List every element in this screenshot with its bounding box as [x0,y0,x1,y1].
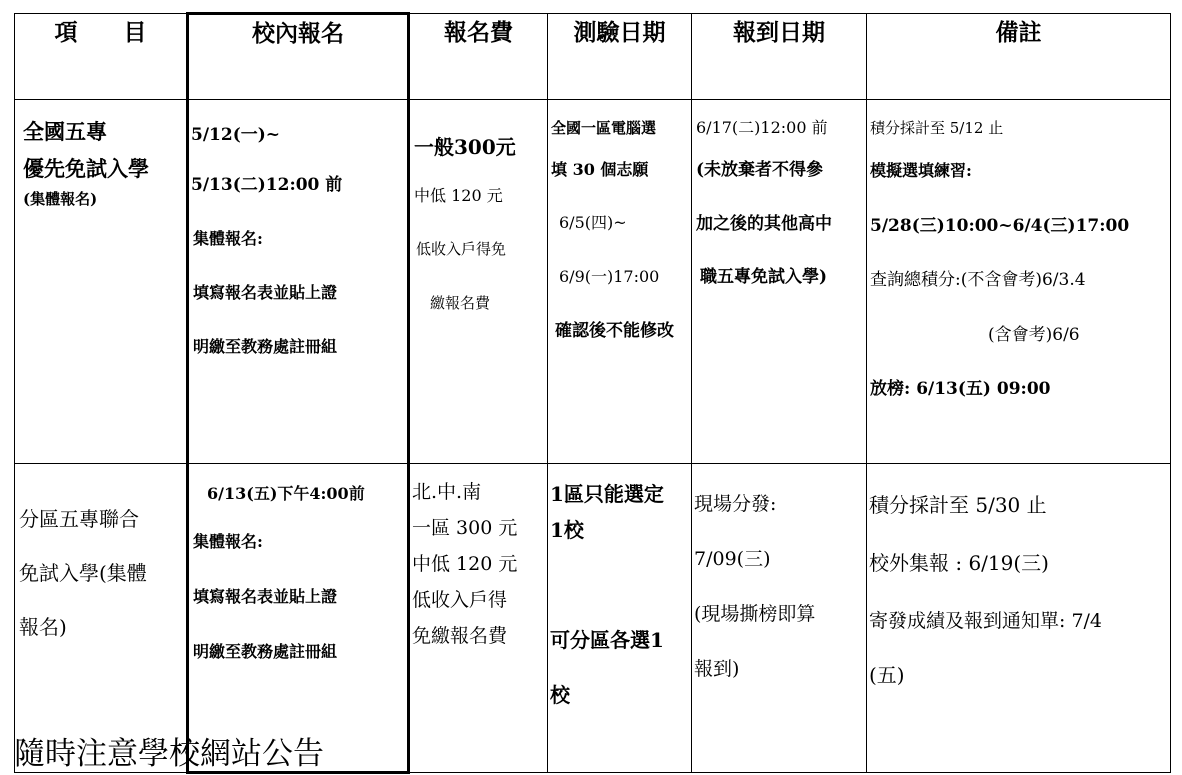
row1-remark-line: 積分採計至 5/12 止 [870,119,1004,137]
row1-report-line: 6/17(二)12:00 前 [696,118,828,137]
row2-remark-line: 寄發成績及報到通知單: 7/4 [869,610,1103,632]
row2-report-date [692,464,867,773]
row2-test-line: 1區只能選定 [550,482,664,506]
row2-item-line: 報名) [19,615,67,639]
row1-remark-line: (含會考)6/6 [988,325,1080,345]
row1-school-line: 填寫報名表並貼上證 [193,283,338,302]
row2-remark-line: 校外集報 : 6/19(三) [869,551,1049,575]
row1-test-line: 6/9(一)17:00 [559,267,660,286]
row1-report-line: 職五專免試入學) [700,267,828,287]
row1-item [15,100,188,464]
row2-remark [867,464,1171,773]
row1-remark-line: 模擬選填練習: [870,161,972,180]
schedule-table [14,12,1171,774]
row2-fee-line: 一區 300 元 [412,517,518,539]
header-fee: 報名費 [409,14,548,100]
header-test-date: 測驗日期 [548,14,692,100]
row2-report-line: 7/09(三) [694,548,771,570]
row2-test-line: 可分區各選1 [550,628,664,652]
row2-school-line: 明繳至教務處註冊組 [193,642,338,661]
table-row [15,100,1171,464]
row1-test-line: 全國一區電腦選 [551,119,657,137]
row2-report-line: 現場分發: [694,493,777,515]
row2-school [188,464,409,773]
table-row [15,464,1171,773]
row1-school-line: 5/12(一)~ [191,125,281,145]
row1-test-line: 填 30 個志願 [551,160,649,179]
row1-school-line: 集體報名: [193,229,263,248]
row1-fee-line: 中低 120 元 [414,186,503,205]
row1-report-line: 加之後的其他高中 [696,214,832,234]
header-item: 項 目 [15,14,188,100]
row1-report-line: (未放棄者不得參 [696,160,824,180]
row1-report-date [692,100,867,464]
row2-remark-line: 積分採計至 5/30 止 [869,493,1047,517]
row1-remark-line: 放榜: 6/13(五) 09:00 [870,379,1051,399]
row1-school [188,100,409,464]
footer-notice: 隨時注意學校網站公告 [14,736,324,772]
header-report-date: 報到日期 [692,14,867,100]
row2-report-line: 報到) [694,658,740,680]
row2-school-line: 6/13(五)下午4:00前 [207,484,365,503]
row1-remark-line: 查詢總積分:(不含會考)6/3.4 [870,270,1086,290]
row2-school-line: 填寫報名表並貼上證 [193,587,338,606]
row2-test-line: 1校 [550,518,584,542]
row1-remark [867,100,1171,464]
row1-school-line: 明繳至教務處註冊組 [193,337,338,356]
row1-remark-line: 5/28(三)10:00~6/4(三)17:00 [870,216,1130,236]
row1-item-line: 優先免試入學 [23,156,149,181]
row2-item-line: 免試入學(集體 [19,561,147,585]
row1-school-line: 5/13(二)12:00 前 [191,175,343,195]
row1-test-line: 6/5(四)~ [559,213,627,232]
row2-fee-line: 免繳報名費 [412,625,508,647]
row2-fee-line: 低收入戶得 [412,589,508,611]
row2-item [15,464,188,773]
row2-test-line: 校 [550,683,570,707]
row1-test-date [548,100,692,464]
row1-item-line: (集體報名) [23,190,98,208]
row2-fee [409,464,548,773]
header-school-registration: 校內報名 [188,14,409,100]
row1-fee-line: 一般300元 [414,135,516,159]
row2-item-line: 分區五專聯合 [19,507,139,531]
header-row [15,14,1171,100]
row1-test-line: 確認後不能修改 [555,321,674,341]
row2-test-date [548,464,692,773]
row2-fee-line: 中低 120 元 [412,553,518,575]
row1-fee-line: 低收入戶得免 [416,240,507,258]
row2-school-line: 集體報名: [193,532,263,551]
row1-item-line: 全國五專 [23,119,107,144]
row1-fee [409,100,548,464]
row2-report-line: (現場撕榜即算 [694,603,816,625]
header-remark: 備註 [867,14,1171,100]
row2-fee-line: 北.中.南 [412,481,482,503]
row1-fee-line: 繳報名費 [430,294,491,312]
row2-remark-line: (五) [869,663,905,687]
